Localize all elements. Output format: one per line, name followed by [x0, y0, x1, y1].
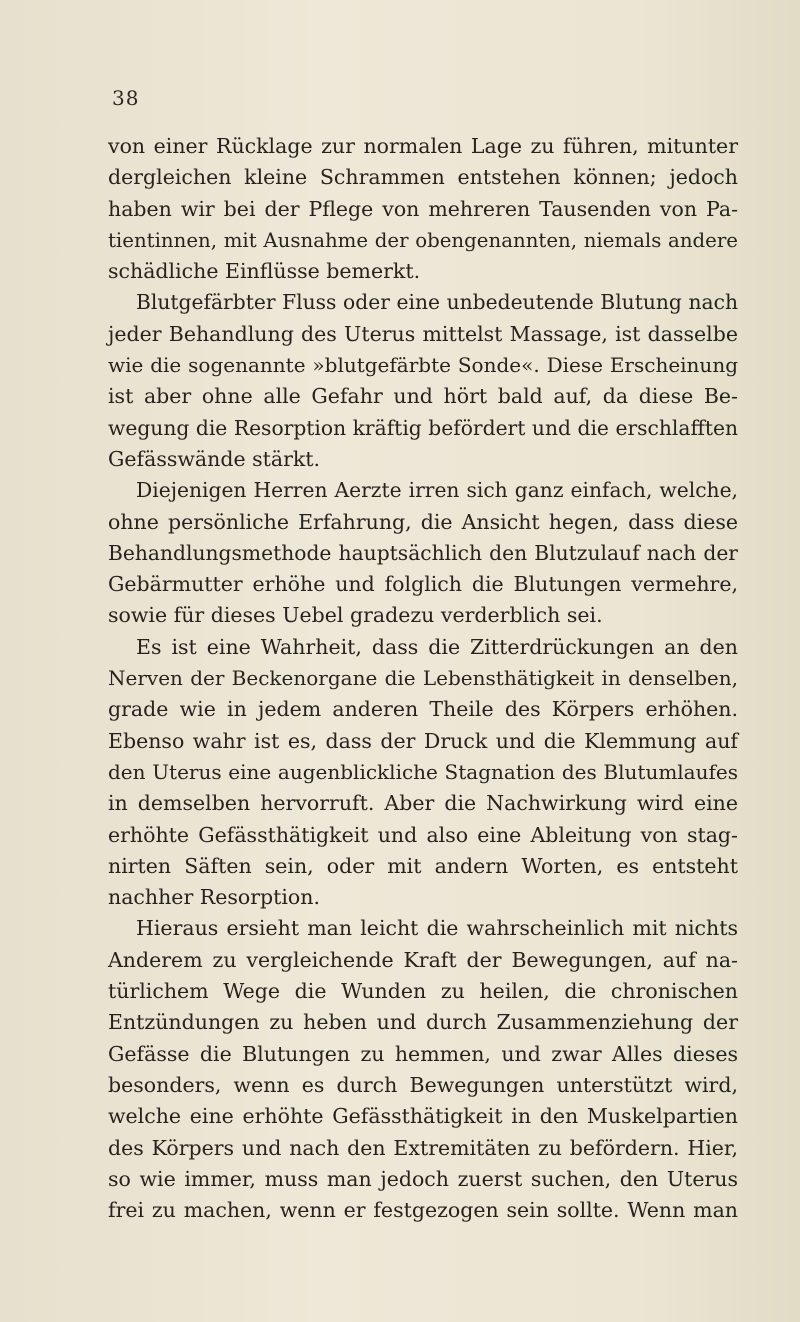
text-line: haben wir bei der Pflege von mehreren Tausenden von Pa- — [108, 196, 738, 221]
text-line: so wie immer, muss man jedoch zuerst suchen, den Uterus — [108, 1166, 738, 1191]
text-line: Behandlungsmethode hauptsächlich den Blutzulauf nach der — [108, 540, 738, 565]
text-line: von einer Rücklage zur normalen Lage zu führen, mitunter — [108, 134, 738, 158]
text-line: erhöhte Gefässthätigkeit und also eine Ableitung von stag- — [108, 822, 738, 847]
text-line: Diejenigen Herren Aerzte irren sich ganz einfach, welche, — [136, 478, 738, 503]
text-line: frei zu machen, wenn er festgezogen sein sollte. Wenn man — [108, 1198, 738, 1223]
text-line: nachher Resorption. — [108, 885, 320, 910]
text-line: ohne persönliche Erfahrung, die Ansicht hegen, dass diese — [108, 509, 738, 534]
text-line: Entzündungen zu heben und durch Zusammenziehung der — [108, 1010, 738, 1035]
text-line: Blutgefärbter Fluss oder eine unbedeutende Blutung nach — [136, 290, 738, 315]
text-line: jeder Behandlung des Uterus mittelst Massage, ist dasselbe — [108, 321, 738, 346]
text-line: Es ist eine Wahrheit, dass die Zitterdrückungen an den — [136, 634, 738, 659]
text-line: Gebärmutter erhöhe und folglich die Blutungen vermehre, — [108, 572, 738, 597]
text-line: Anderem zu vergleichende Kraft der Bewegungen, auf na- — [108, 947, 738, 972]
text-line: tientinnen, mit Ausnahme der obengenannten, niemals andere — [108, 228, 738, 252]
text-line: nirten Säften sein, oder mit andern Worten, es entsteht — [108, 853, 738, 878]
text-line: sowie für dieses Uebel gradezu verderblich sei. — [108, 603, 603, 628]
text-line: welche eine erhöhte Gefässthätigkeit in den Muskelpartien — [108, 1104, 738, 1129]
text-line: des Körpers und nach den Extremitäten zu befördern. Hier, — [108, 1135, 738, 1160]
text-line: ist aber ohne alle Gefahr und hört bald auf, da diese Be- — [108, 384, 738, 409]
text-line: dergleichen kleine Schrammen entstehen können; jedoch — [108, 165, 738, 190]
text-line: wegung die Resorption kräftig befördert und die erschlafften — [108, 415, 738, 440]
page-number: 38 — [112, 86, 140, 110]
text-line: in demselben hervorruft. Aber die Nachwirkung wird eine — [108, 791, 738, 816]
body-text — [108, 131, 738, 1226]
text-line: schädliche Einflüsse bemerkt. — [108, 259, 421, 284]
text-line: besonders, wenn es durch Bewegungen unterstützt wird, — [108, 1072, 738, 1097]
text-line: Gefässwände stärkt. — [108, 446, 321, 471]
text-line: Hieraus ersieht man leicht die wahrscheinlich mit nichts — [136, 916, 738, 941]
text-line: türlichem Wege die Wunden zu heilen, die chronischen — [108, 979, 738, 1004]
text-line: den Uterus eine augenblickliche Stagnation des Blutumlaufes — [108, 759, 738, 784]
text-line: Gefässe die Blutungen zu hemmen, und zwar Alles dieses — [108, 1041, 738, 1066]
text-line: wie die sogenannte »blutgefärbte Sonde«. Diese Erscheinung — [108, 353, 738, 378]
text-line: Nerven der Beckenorgane die Lebensthätigkeit in denselben, — [108, 666, 738, 691]
text-line: Ebenso wahr ist es, dass der Druck und die Klemmung auf — [108, 728, 738, 753]
text-line: grade wie in jedem anderen Theile des Körpers erhöhen. — [108, 697, 738, 722]
